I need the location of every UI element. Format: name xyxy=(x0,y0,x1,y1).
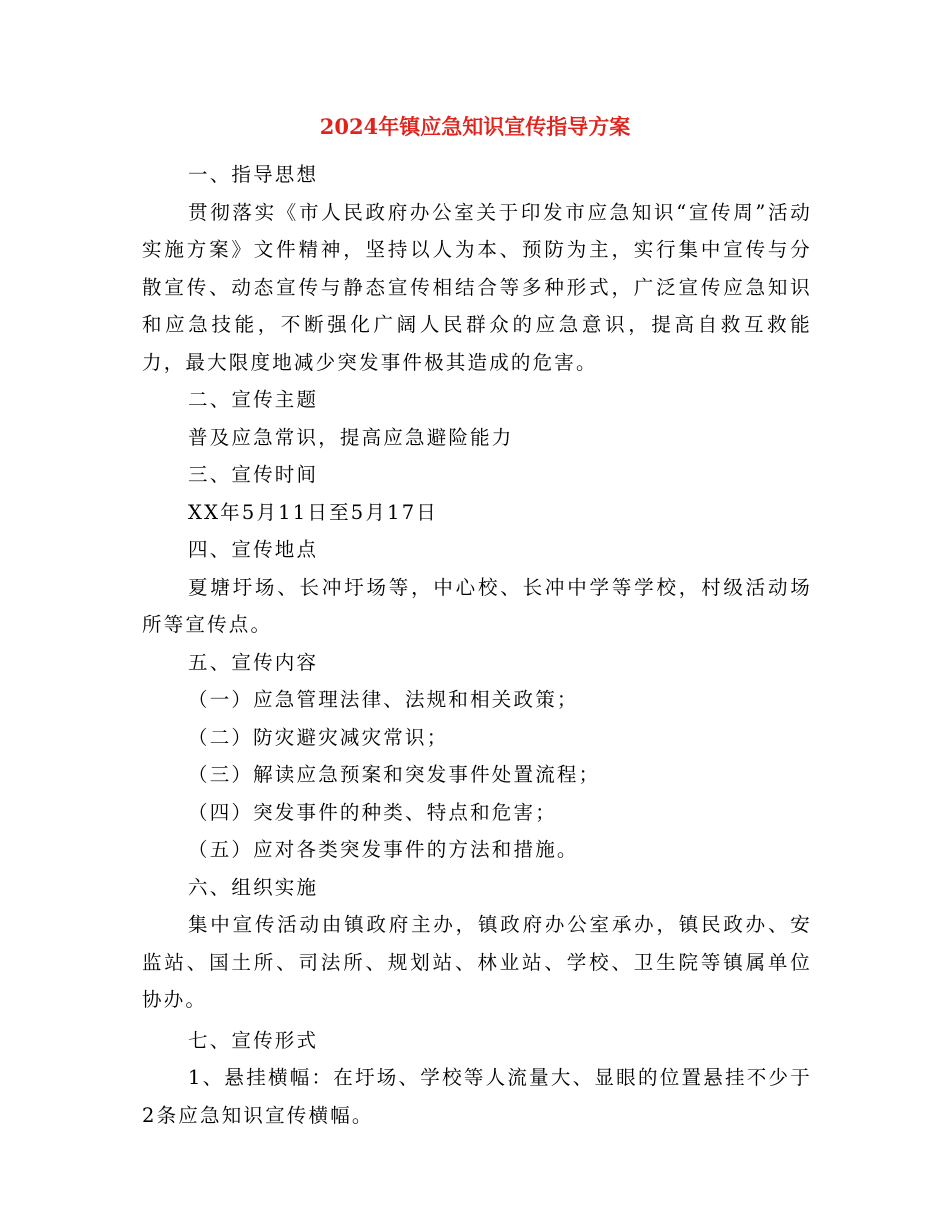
document-title: 2024年镇应急知识宣传指导方案 xyxy=(319,114,631,139)
section-heading-guiding-ideology: 一、指导思想 xyxy=(188,163,319,186)
section-heading-theme: 二、宣传主题 xyxy=(188,388,319,411)
section-heading-location: 四、宣传地点 xyxy=(188,538,319,561)
paragraph-theme: 普及应急常识，提高应急避险能力 xyxy=(188,425,514,449)
section-heading-time: 三、宣传时间 xyxy=(188,463,319,486)
paragraph-location: 夏塘圩场、长冲圩场等，中心校、长冲中学等学校，村级活动场所等宣传点。 xyxy=(142,575,812,636)
list-item-content-3: （三）解读应急预案和突发事件处置流程； xyxy=(188,763,601,786)
paragraph-guiding-ideology: 贯彻落实《市人民政府办公室关于印发市应急知识“宣传周”活动实施方案》文件精神，坚持以人为本、预防为主，实行集中宣传与分散宣传、动态宣传与静态宣传相结合等多种形式，广泛宣传应急知识和应急技能，不断强化广阔人民群众的应急意识，提高自救互救能力，最大限度地减少突发事件极其造成的危害。 xyxy=(142,200,812,374)
paragraph-time: XX年5月11日至5月17日 xyxy=(188,500,439,524)
section-heading-format: 七、宣传形式 xyxy=(188,1028,319,1052)
document-body xyxy=(142,156,812,1134)
paragraph-organization: 集中宣传活动由镇政府主办，镇政府办公室承办，镇民政办、安监站、国土所、司法所、规划站、林业站、学校、卫生院等镇属单位协办。 xyxy=(142,913,812,1011)
section-heading-content: 五、宣传内容 xyxy=(188,650,319,674)
paragraph-format-banner: 1、悬挂横幅：在圩场、学校等人流量大、显眼的位置悬挂不少于2条应急知识宣传横幅。 xyxy=(142,1066,812,1127)
list-item-content-4: （四）突发事件的种类、特点和危害； xyxy=(188,800,557,824)
section-heading-organization: 六、组织实施 xyxy=(188,875,319,899)
list-item-content-1: （一）应急管理法律、法规和相关政策； xyxy=(188,688,579,711)
list-item-content-2: （二）防灾避灾减灾常识； xyxy=(188,725,449,749)
list-item-content-5: （五）应对各类突发事件的方法和措施。 xyxy=(188,838,579,861)
